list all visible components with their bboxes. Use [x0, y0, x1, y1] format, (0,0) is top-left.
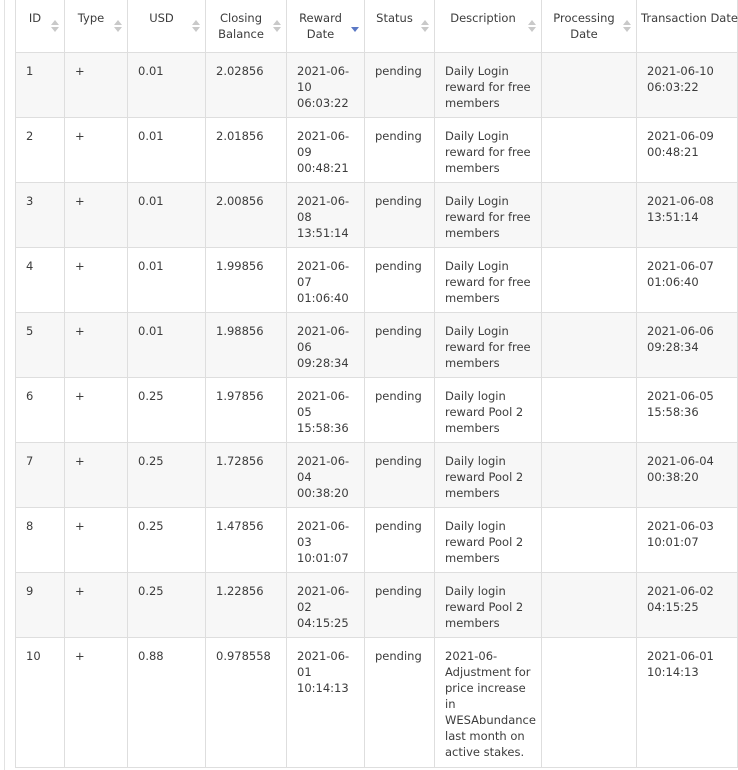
- cell-type: +: [65, 442, 128, 507]
- column-label: Description: [450, 11, 516, 25]
- column-header-closing-balance[interactable]: [206, 0, 287, 52]
- cell-transaction-date: 2021-06-10 06:03:22: [637, 52, 738, 117]
- column-label: ID: [28, 11, 42, 25]
- cell-usd: 0.01: [128, 312, 206, 377]
- cell-processing-date: [542, 52, 637, 117]
- cell-usd: 0.01: [128, 117, 206, 182]
- table-row[interactable]: [16, 507, 738, 572]
- cell-status: pending: [365, 507, 435, 572]
- cell-description: Daily Login reward for free members: [435, 247, 542, 312]
- column-header-description[interactable]: [435, 0, 542, 52]
- cell-description: Daily login reward Pool 2 members: [435, 507, 542, 572]
- cell-id: 2: [16, 117, 65, 182]
- cell-description: Daily Login reward for free members: [435, 52, 542, 117]
- column-label: Reward Date: [299, 11, 342, 41]
- cell-closing-balance: 1.97856: [206, 377, 287, 442]
- cell-status: pending: [365, 312, 435, 377]
- column-header-reward-date[interactable]: [287, 0, 365, 52]
- cell-description: 2021-06- Adjustment for price increase in WESAbundance last month on active stakes.: [435, 637, 542, 767]
- cell-processing-date: [542, 442, 637, 507]
- cell-processing-date: [542, 117, 637, 182]
- table-row[interactable]: [16, 117, 738, 182]
- cell-type: +: [65, 507, 128, 572]
- cell-usd: 0.01: [128, 182, 206, 247]
- cell-reward-date: 2021-06-07 01:06:40: [287, 247, 365, 312]
- cell-closing-balance: 1.22856: [206, 572, 287, 637]
- cell-type: +: [65, 247, 128, 312]
- column-label: Transaction Date: [641, 11, 738, 25]
- cell-id: 6: [16, 377, 65, 442]
- cell-closing-balance: 1.99856: [206, 247, 287, 312]
- cell-description: Daily login reward Pool 2 members: [435, 442, 542, 507]
- cell-processing-date: [542, 377, 637, 442]
- cell-reward-date: 2021-06-04 00:38:20: [287, 442, 365, 507]
- column-header-status[interactable]: [365, 0, 435, 52]
- column-header-transaction-date[interactable]: [637, 0, 738, 52]
- cell-id: 1: [16, 52, 65, 117]
- cell-transaction-date: 2021-06-03 10:01:07: [637, 507, 738, 572]
- column-label: Processing Date: [553, 11, 615, 41]
- cell-reward-date: 2021-06-08 13:51:14: [287, 182, 365, 247]
- column-label: Closing Balance: [218, 11, 264, 41]
- cell-transaction-date: 2021-06-05 15:58:36: [637, 377, 738, 442]
- cell-closing-balance: 2.02856: [206, 52, 287, 117]
- cell-reward-date: 2021-06-10 06:03:22: [287, 52, 365, 117]
- cell-description: Daily Login reward for free members: [435, 117, 542, 182]
- cell-transaction-date: 2021-06-09 00:48:21: [637, 117, 738, 182]
- left-border: [4, 0, 5, 770]
- cell-reward-date: 2021-06-09 00:48:21: [287, 117, 365, 182]
- cell-usd: 0.01: [128, 247, 206, 312]
- cell-closing-balance: 2.01856: [206, 117, 287, 182]
- cell-status: pending: [365, 572, 435, 637]
- cell-type: +: [65, 182, 128, 247]
- cell-reward-date: 2021-06-02 04:15:25: [287, 572, 365, 637]
- cell-usd: 0.01: [128, 52, 206, 117]
- cell-type: +: [65, 377, 128, 442]
- cell-status: pending: [365, 117, 435, 182]
- cell-id: 9: [16, 572, 65, 637]
- cell-status: pending: [365, 52, 435, 117]
- cell-closing-balance: 1.98856: [206, 312, 287, 377]
- table-body: [16, 52, 738, 767]
- cell-type: +: [65, 52, 128, 117]
- cell-processing-date: [542, 572, 637, 637]
- cell-transaction-date: 2021-06-06 09:28:34: [637, 312, 738, 377]
- sort-icon: [623, 20, 631, 32]
- column-label: Status: [376, 11, 413, 25]
- cell-processing-date: [542, 637, 637, 767]
- table-row[interactable]: [16, 182, 738, 247]
- cell-reward-date: 2021-06-03 10:01:07: [287, 507, 365, 572]
- cell-status: pending: [365, 637, 435, 767]
- table-row[interactable]: [16, 572, 738, 637]
- cell-description: Daily login reward Pool 2 members: [435, 572, 542, 637]
- cell-usd: 0.25: [128, 442, 206, 507]
- cell-type: +: [65, 117, 128, 182]
- cell-id: 3: [16, 182, 65, 247]
- column-header-usd[interactable]: [128, 0, 206, 52]
- cell-processing-date: [542, 507, 637, 572]
- sort-icon: [273, 20, 281, 32]
- table-row[interactable]: [16, 52, 738, 117]
- cell-usd: 0.25: [128, 572, 206, 637]
- cell-reward-date: 2021-06-05 15:58:36: [287, 377, 365, 442]
- cell-status: pending: [365, 182, 435, 247]
- cell-transaction-date: 2021-06-02 04:15:25: [637, 572, 738, 637]
- cell-status: pending: [365, 377, 435, 442]
- cell-transaction-date: 2021-06-01 10:14:13: [637, 637, 738, 767]
- cell-description: Daily Login reward for free members: [435, 312, 542, 377]
- cell-type: +: [65, 312, 128, 377]
- cell-processing-date: [542, 182, 637, 247]
- cell-closing-balance: 1.72856: [206, 442, 287, 507]
- cell-type: +: [65, 637, 128, 767]
- cell-id: 10: [16, 637, 65, 767]
- table-row[interactable]: [16, 377, 738, 442]
- cell-processing-date: [542, 247, 637, 312]
- sort-icon: [51, 20, 59, 32]
- sort-icon: [528, 20, 536, 32]
- cell-transaction-date: 2021-06-08 13:51:14: [637, 182, 738, 247]
- cell-description: Daily login reward Pool 2 members: [435, 377, 542, 442]
- cell-transaction-date: 2021-06-07 01:06:40: [637, 247, 738, 312]
- cell-processing-date: [542, 312, 637, 377]
- sort-icon: [421, 20, 429, 32]
- cell-status: pending: [365, 247, 435, 312]
- cell-type: +: [65, 572, 128, 637]
- cell-usd: 0.25: [128, 377, 206, 442]
- cell-status: pending: [365, 442, 435, 507]
- cell-id: 7: [16, 442, 65, 507]
- column-label: Type: [77, 11, 105, 25]
- transactions-table: [15, 0, 738, 768]
- table-row[interactable]: [16, 442, 738, 507]
- cell-reward-date: 2021-06-06 09:28:34: [287, 312, 365, 377]
- cell-id: 5: [16, 312, 65, 377]
- cell-id: 4: [16, 247, 65, 312]
- column-header-processing-date[interactable]: [542, 0, 637, 52]
- cell-closing-balance: 2.00856: [206, 182, 287, 247]
- cell-usd: 0.88: [128, 637, 206, 767]
- cell-transaction-date: 2021-06-04 00:38:20: [637, 442, 738, 507]
- table-row[interactable]: [16, 312, 738, 377]
- column-header-id[interactable]: [16, 0, 65, 52]
- sort-descending-icon: [351, 20, 359, 32]
- cell-closing-balance: 0.978558: [206, 637, 287, 767]
- cell-usd: 0.25: [128, 507, 206, 572]
- table-row[interactable]: [16, 247, 738, 312]
- sort-icon: [192, 20, 200, 32]
- column-header-type[interactable]: [65, 0, 128, 52]
- table-row[interactable]: [16, 637, 738, 767]
- cell-reward-date: 2021-06-01 10:14:13: [287, 637, 365, 767]
- sort-icon: [114, 20, 122, 32]
- cell-id: 8: [16, 507, 65, 572]
- column-label: USD: [149, 11, 174, 25]
- cell-description: Daily Login reward for free members: [435, 182, 542, 247]
- table-header-row: [16, 0, 738, 52]
- cell-closing-balance: 1.47856: [206, 507, 287, 572]
